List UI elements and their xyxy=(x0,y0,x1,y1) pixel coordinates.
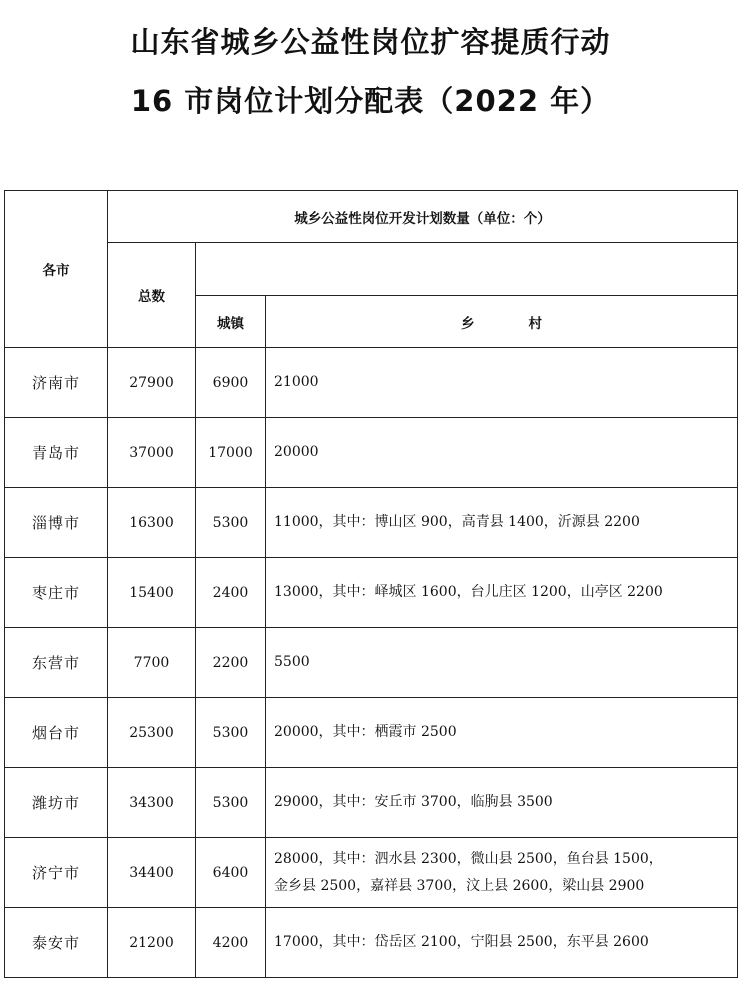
city-cell: 东营市 xyxy=(5,628,108,698)
urban-cell: 6400 xyxy=(196,838,266,908)
rural-cell: 20000，其中：栖霞市 2500 xyxy=(266,698,738,768)
city-cell: 济南市 xyxy=(5,348,108,418)
total-cell: 37000 xyxy=(108,418,196,488)
table-row xyxy=(5,348,738,418)
total-cell: 34400 xyxy=(108,838,196,908)
city-cell: 青岛市 xyxy=(5,418,108,488)
city-cell: 烟台市 xyxy=(5,698,108,768)
rural-cell xyxy=(266,838,738,908)
urban-cell: 2400 xyxy=(196,558,266,628)
city-cell: 枣庄市 xyxy=(5,558,108,628)
table-row xyxy=(5,488,738,558)
total-cell: 15400 xyxy=(108,558,196,628)
urban-cell: 6900 xyxy=(196,348,266,418)
city-cell: 济宁市 xyxy=(5,838,108,908)
header-city: 各市 xyxy=(5,191,108,348)
header-total: 总数 xyxy=(108,243,196,348)
urban-cell: 5300 xyxy=(196,698,266,768)
rural-cell: 5500 xyxy=(266,628,738,698)
table-row xyxy=(5,908,738,978)
header-urban: 城镇 xyxy=(196,296,266,348)
document-title: 山东省城乡公益性岗位扩容提质行动 xyxy=(130,25,611,59)
rural-cell: 21000 xyxy=(266,348,738,418)
table-row xyxy=(5,418,738,488)
urban-cell: 2200 xyxy=(196,628,266,698)
rural-line-1: 28000，其中：泗水县 2300，微山县 2500，鱼台县 1500， xyxy=(274,850,663,867)
header-blank xyxy=(196,243,738,296)
city-cell: 淄博市 xyxy=(5,488,108,558)
total-cell: 16300 xyxy=(108,488,196,558)
rural-line-2: 金乡县 2500，嘉祥县 3700，汶上县 2600，梁山县 2900 xyxy=(274,877,645,894)
allocation-table xyxy=(4,190,738,978)
rural-cell: 13000，其中：峄城区 1600，台儿庄区 1200，山亭区 2200 xyxy=(266,558,738,628)
city-cell: 潍坊市 xyxy=(5,768,108,838)
header-plan: 城乡公益性岗位开发计划数量（单位：个） xyxy=(108,191,738,243)
total-cell: 34300 xyxy=(108,768,196,838)
document-subtitle: 16 市岗位计划分配表（2022 年） xyxy=(130,84,611,118)
total-cell: 27900 xyxy=(108,348,196,418)
rural-cell: 17000，其中：岱岳区 2100，宁阳县 2500，东平县 2600 xyxy=(266,908,738,978)
header-rural: 乡 村 xyxy=(266,296,738,348)
urban-cell: 4200 xyxy=(196,908,266,978)
rural-cell: 11000，其中：博山区 900，高青县 1400，沂源县 2200 xyxy=(266,488,738,558)
rural-cell: 20000 xyxy=(266,418,738,488)
table-row xyxy=(5,838,738,908)
urban-cell: 5300 xyxy=(196,488,266,558)
total-cell: 21200 xyxy=(108,908,196,978)
table-row xyxy=(5,558,738,628)
table-row xyxy=(5,698,738,768)
table-row xyxy=(5,628,738,698)
total-cell: 7700 xyxy=(108,628,196,698)
urban-cell: 17000 xyxy=(196,418,266,488)
city-cell: 泰安市 xyxy=(5,908,108,978)
rural-cell: 29000，其中：安丘市 3700，临朐县 3500 xyxy=(266,768,738,838)
table-row xyxy=(5,768,738,838)
total-cell: 25300 xyxy=(108,698,196,768)
urban-cell: 5300 xyxy=(196,768,266,838)
